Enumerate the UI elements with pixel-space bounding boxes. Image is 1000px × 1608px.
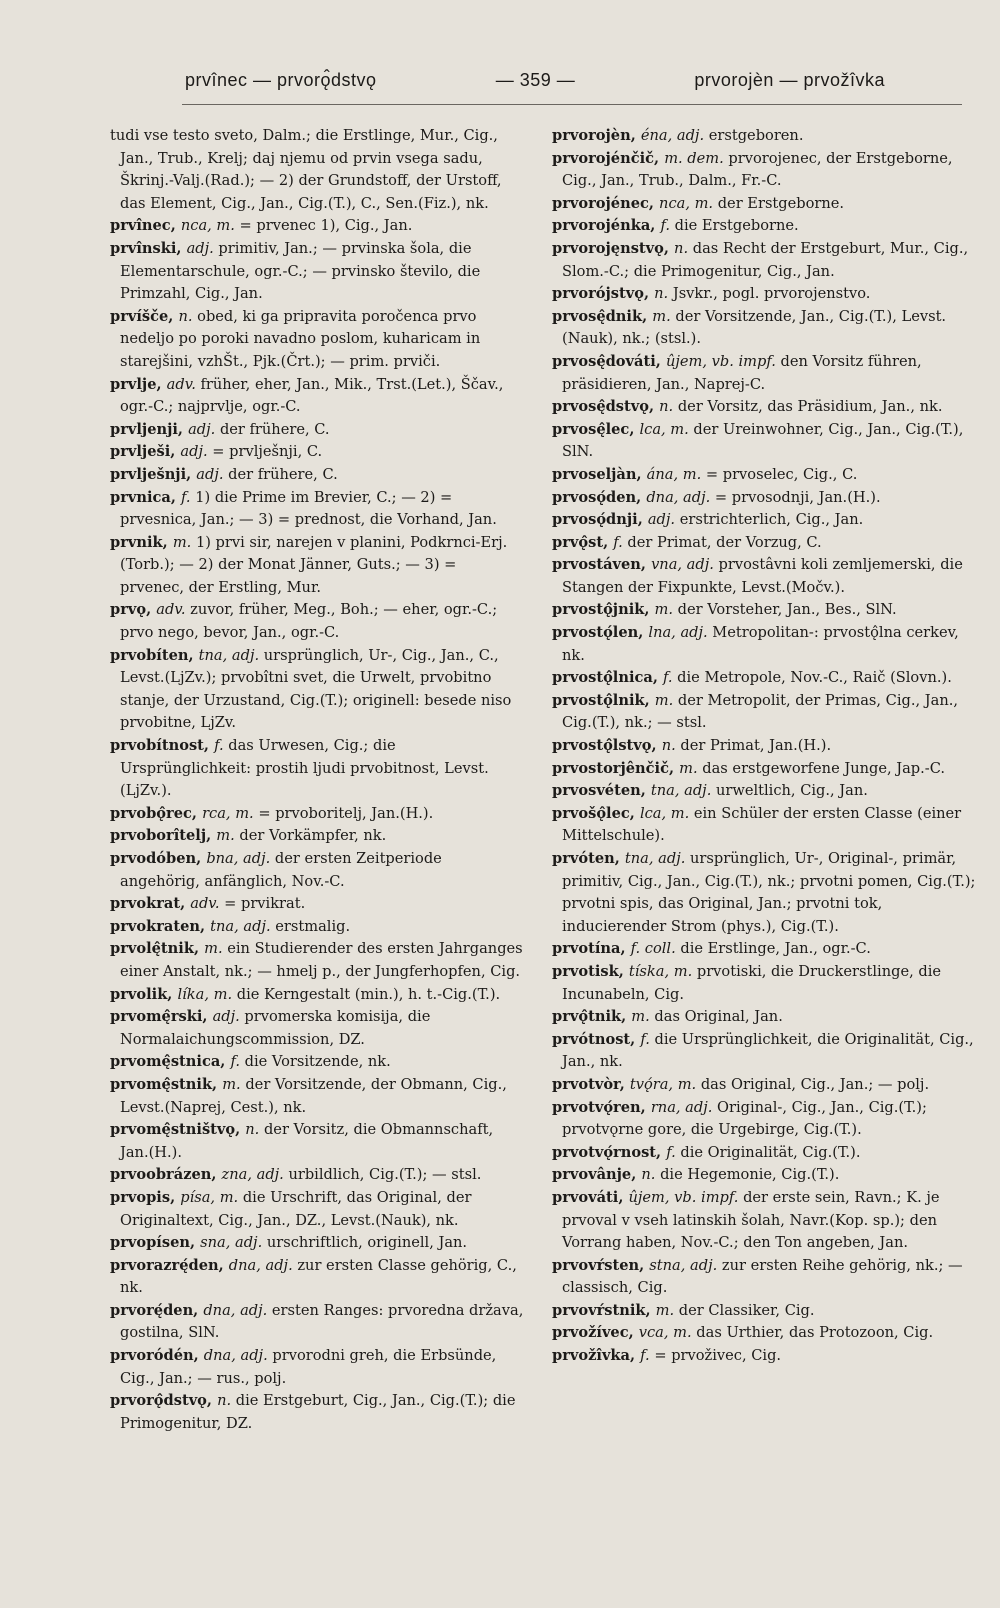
dictionary-entry — [110, 1006, 525, 1051]
entry-headword: prvnik, — [110, 533, 173, 551]
entry-headword: prvokraten, — [110, 917, 211, 935]
entry-definition: prvotiski, die Druckerstlinge, die Incunabeln, Cig. — [562, 962, 941, 1003]
entry-definition: das Recht der Erstgeburt, Mur., Cig., Slom.-C.; die Primogenitur, Cig., Jan. — [562, 239, 969, 280]
entry-grammar: líka, m. — [177, 985, 237, 1003]
entry-headword: prvostǫ̂jnik, — [552, 601, 655, 619]
entry-grammar: stna, adj. — [649, 1256, 722, 1274]
dictionary-entry — [110, 1232, 525, 1255]
entry-definition: Original-, Cig., Jan., Cig.(T.); prvotvǫrne gore, die Urgebirge, Cig.(T.). — [562, 1098, 927, 1139]
entry-headword: prvljenji, — [110, 420, 189, 438]
entry-grammar: f. — [230, 1053, 245, 1071]
dictionary-entry — [552, 735, 982, 758]
entry-grammar: rca, m. — [202, 804, 259, 822]
dictionary-entry — [110, 735, 525, 803]
dictionary-entry — [552, 1006, 982, 1029]
entry-headword: prvovŕsten, — [552, 1256, 650, 1274]
entry-grammar: f. — [666, 1143, 681, 1161]
entry-grammar: f. — [181, 488, 196, 506]
dictionary-entry — [110, 1074, 525, 1119]
entry-grammar: f. — [640, 1030, 655, 1048]
entry-headword: prvobítnost, — [110, 737, 215, 755]
entry-headword: prvosǫ́dnji, — [552, 511, 648, 529]
entry-definition: das Original, Cig., Jan.; — polj. — [700, 1075, 930, 1093]
dictionary-entry — [552, 803, 982, 848]
entry-headword: prvǫ̂tnik, — [552, 1008, 632, 1026]
entry-headword: prvobǫ̂rec, — [110, 804, 203, 822]
entry-grammar: tna, adj. — [198, 646, 264, 664]
entry-grammar: tíska, m. — [628, 962, 697, 980]
entry-grammar: n. — [654, 285, 673, 303]
dictionary-entry — [110, 599, 525, 644]
entry-headword: prvolik, — [110, 985, 178, 1003]
dictionary-entry — [552, 1029, 982, 1074]
dictionary-entry — [110, 1187, 525, 1232]
dictionary-entry — [552, 419, 982, 464]
dictionary-entry — [110, 1390, 525, 1435]
entry-headword: prvostǫ̂lnica, — [552, 669, 663, 687]
entry-definition: die Erstgeborne. — [674, 217, 799, 235]
entry-headword: prvorojęnstvǫ, — [552, 239, 675, 257]
entry-grammar: tna, adj. — [624, 850, 690, 867]
entry-grammar: m. — [204, 940, 228, 958]
entry-headword: prvovânje, — [552, 1166, 642, 1184]
entry-grammar: ûjem, vb. impf. — [665, 352, 781, 370]
entry-definition: die Erstlinge, Jan., ogr.-C. — [680, 940, 871, 958]
entry-definition: die Ursprünglichkeit, die Originalität, Cig., Jan., nk. — [562, 1030, 974, 1071]
dictionary-entry — [110, 916, 525, 939]
entry-definition: prvostâvni koli zemljemerski, die Stangen der Fixpunkte, Levst.(Močv.). — [562, 556, 963, 596]
entry-definition: die Urschrift, das Original, der Originaltext, Cig., Jan., DZ., Levst.(Nauk), nk. — [120, 1188, 472, 1229]
entry-grammar: adv. — [190, 895, 225, 913]
entry-grammar: tvǫ́ra, m. — [629, 1075, 701, 1093]
dictionary-entry — [110, 1119, 525, 1164]
entry-headword: prvotvǫ́ren, — [552, 1098, 651, 1116]
entry-grammar: tna, adj. — [210, 917, 276, 935]
entry-definition: der frühere, C. — [228, 465, 338, 483]
entry-definition: der Metropolit, der Primas, Cig., Jan., Cig.(T.), nk.; — stsl. — [562, 691, 958, 732]
entry-grammar: lna, adj. — [648, 624, 713, 642]
entry-headword: prvosę̂lec, — [552, 420, 640, 438]
entry-grammar: f. coll. — [630, 940, 681, 958]
entry-headword: prvostǫ́len, — [552, 624, 649, 642]
entry-definition: = prvikrat. — [224, 895, 306, 913]
entry-headword: prvînec, — [110, 217, 181, 235]
entry-headword: prvoródén, — [110, 1347, 204, 1365]
dictionary-entry — [110, 645, 525, 735]
entry-definition: primitiv, Jan.; — prvinska šola, die Elementarschule, ogr.-C.; — prvinsko število, die Primzahl, Cig., Jan. — [120, 239, 481, 303]
entry-grammar: m. — [631, 1008, 655, 1026]
entry-headword: prvosę̂dstvǫ, — [552, 398, 660, 416]
dictionary-entry — [110, 125, 525, 215]
entry-grammar: m. — [654, 601, 678, 619]
entry-headword: prvolę̂tnik, — [110, 940, 205, 958]
entry-headword: prvorojénec, — [552, 194, 660, 212]
dictionary-entry — [552, 464, 982, 487]
entry-grammar: tna, adj. — [650, 782, 716, 800]
entry-grammar: adj. — [196, 465, 229, 483]
dictionary-entry — [110, 893, 525, 916]
entry-headword: prvosę̂dnik, — [552, 307, 653, 325]
entry-definition: die Erstgeburt, Cig., Jan., Cig.(T.); die Primogenitur, DZ. — [120, 1392, 516, 1432]
dictionary-entry — [552, 780, 982, 803]
dictionary-entry — [552, 532, 982, 555]
entry-grammar: adj. — [647, 511, 680, 529]
entry-headword: prvostorjênčič, — [552, 759, 680, 777]
dictionary-entry — [552, 1322, 982, 1345]
entry-headword: prvǫ, — [110, 601, 157, 619]
entry-grammar: adj. — [186, 239, 219, 257]
entry-definition: ursprünglich, Ur-, Original-, primär, primitiv, Cig., Jan., Cig.(T.), nk.; prvotni pomen, Cig.(T.); prvotni spis, das Original, Jan.; prvotni tok, inducierender Strom (phys.), Cig.(T.). — [562, 850, 976, 935]
entry-headword: prvováti, — [552, 1188, 629, 1206]
dictionary-entry — [552, 351, 982, 396]
entry-grammar: n. — [178, 307, 198, 325]
entry-definition: urschriftlich, originell, Jan. — [266, 1234, 468, 1252]
entry-definition: ursprünglich, Ur-, Cig., Jan., C., Levst.(LjZv.); prvobîtni svet, die Urwelt, prvobitno stanje, der Urzustand, Cig.(T.); originell: besede niso prvobitne, LjZv. — [120, 646, 512, 732]
entry-definition: die Vorsitzende, nk. — [244, 1053, 391, 1071]
entry-headword: prvosǫ́den, — [552, 488, 647, 506]
dictionary-entry — [552, 487, 982, 510]
dictionary-entry — [552, 215, 982, 238]
right-column — [552, 125, 982, 1368]
dictionary-entry — [552, 193, 982, 216]
dictionary-entry — [552, 848, 982, 938]
entry-definition: der frühere, C. — [219, 420, 330, 438]
entry-grammar: éna, adj. — [640, 127, 709, 144]
entry-headword: prvotvǫ́rnost, — [552, 1143, 667, 1161]
entry-definition: der Primat, der Vorzug, C. — [627, 533, 822, 551]
entry-headword: prvlje, — [110, 375, 167, 393]
entry-headword: prvodóben, — [110, 850, 207, 867]
dictionary-entry — [552, 1187, 982, 1255]
entry-grammar: zna, adj. — [221, 1166, 289, 1184]
dictionary-entry — [110, 984, 525, 1007]
entry-definition: zur ersten Classe gehörig, C., nk. — [120, 1256, 517, 1297]
entry-grammar: vca, m. — [638, 1324, 697, 1342]
dictionary-entry — [552, 238, 982, 283]
dictionary-entry — [552, 148, 982, 193]
entry-definition: der Primat, Jan.(H.). — [680, 737, 832, 755]
entry-definition: prvorojenec, der Erstgeborne, Cig., Jan., Trub., Dalm., Fr.-C. — [562, 149, 953, 190]
dictionary-entry — [110, 487, 525, 532]
dictionary-entry — [552, 283, 982, 306]
entry-definition: die Metropole, Nov.-C., Raič (Slovn.). — [677, 669, 952, 687]
entry-grammar: m. — [654, 691, 678, 709]
entry-grammar: f. — [613, 533, 628, 551]
entry-definition: prvomerska komisija, die Normalaichungscommission, DZ. — [120, 1008, 431, 1048]
entry-definition: tudi vse testo sveto, Dalm.; die Erstlinge, Mur., Cig., Jan., Trub., Krelj; daj njemu od prvin vsega sadu, Škrinj.-Valj.(Rad.); — 2) der Grundstoff, der Urstoff, das Element, Cig., Jan., Cig.(T.), C., Sen.(Fiz.), nk. — [110, 127, 502, 212]
entry-definition: zuvor, früher, Meg., Boh.; — eher, ogr.-C.; prvo nego, bevor, Jan., ogr.-C. — [120, 601, 498, 642]
dictionary-entry — [110, 532, 525, 600]
entry-headword: prvǫ̂st, — [552, 533, 614, 551]
entry-grammar: m. — [216, 827, 240, 845]
entry-definition: der Erstgeborne. — [717, 194, 845, 212]
entry-grammar: adj. — [180, 443, 213, 461]
entry-definition: 1) die Prime im Brevier, C.; — 2) = prvesnica, Jan.; — 3) = prednost, die Vorhand, Jan. — [120, 488, 497, 529]
entry-definition: ersten Ranges: prvoredna država, gostilna, SlN. — [120, 1301, 524, 1342]
dictionary-entry — [110, 215, 525, 238]
entry-grammar: n. — [641, 1166, 661, 1184]
entry-grammar: bna, adj. — [206, 850, 275, 867]
dictionary-entry — [110, 803, 525, 826]
dictionary-entry — [110, 1051, 525, 1074]
entry-grammar: dna, adj. — [228, 1256, 298, 1274]
entry-definition: prvorodni greh, die Erbsünde, Cig., Jan.; — rus., polj. — [120, 1347, 497, 1387]
entry-definition: = prvoboritelj, Jan.(H.). — [258, 804, 434, 822]
entry-definition: der Classiker, Cig. — [678, 1301, 815, 1319]
entry-definition: = prvosodnji, Jan.(H.). — [714, 488, 881, 506]
entry-headword: prvóten, — [552, 850, 625, 867]
dictionary-entry — [110, 1164, 525, 1187]
entry-definition: obed, ki ga pripravita poročenca prvo nedeljo po poroki navadno poslom, kuharicam in starejšini, vzhŠt., Pjk.(Črt.); — prim. prviči. — [120, 307, 481, 370]
entry-grammar: n. — [661, 737, 681, 755]
entry-definition: das Urwesen, Cig.; die Ursprünglichkeit: prostih ljudi prvobitnost, Levst.(LjZv.). — [120, 737, 489, 800]
header-left-guide: prvînec — prvorǫ̂dstvǫ — [185, 70, 377, 90]
entry-definition: der Vorsitz, das Präsidium, Jan., nk. — [677, 398, 943, 416]
entry-headword: prvostǫ̂lnik, — [552, 691, 655, 709]
entry-headword: prvíšče, — [110, 307, 179, 325]
entry-definition: = prvoselec, Cig., C. — [705, 465, 858, 483]
entry-definition: die Hegemonie, Cig.(T.). — [660, 1166, 840, 1184]
entry-grammar: písa, m. — [180, 1188, 243, 1206]
entry-headword: prvoborîtelj, — [110, 827, 217, 845]
running-header — [185, 70, 885, 91]
entry-grammar: m. — [679, 759, 703, 777]
dictionary-entry — [552, 1164, 982, 1187]
header-right-guide: prvorojèn — prvožîvka — [694, 70, 885, 90]
entry-grammar: nca, m. — [180, 217, 240, 235]
entry-grammar: sna, adj. — [200, 1234, 267, 1252]
entry-definition: der Vorkämpfer, nk. — [239, 827, 387, 845]
entry-grammar: n. — [674, 239, 693, 257]
dictionary-entry — [110, 374, 525, 419]
entry-definition: der Vorsitz, die Obmannschaft, Jan.(H.). — [120, 1121, 494, 1161]
entry-headword: prvokrat, — [110, 895, 191, 913]
entry-definition: den Vorsitz führen, präsidieren, Jan., Naprej-C. — [562, 352, 922, 393]
entry-definition: Metropolitan-: prvostǫ̂lna cerkev, nk. — [562, 624, 959, 664]
dictionary-entry — [110, 419, 525, 442]
entry-grammar: m. dem. — [664, 149, 729, 167]
entry-definition: zur ersten Reihe gehörig, nk.; — classisch, Cig. — [562, 1256, 963, 1297]
dictionary-entry — [552, 690, 982, 735]
header-rule — [182, 104, 962, 105]
entry-headword: prvopis, — [110, 1188, 181, 1206]
entry-headword: prvožîvka, — [552, 1347, 641, 1365]
entry-definition: das erstgeworfene Junge, Jap.-C. — [702, 759, 946, 777]
entry-grammar: adv. — [166, 375, 201, 393]
entry-headword: prvorojénka, — [552, 217, 661, 235]
dictionary-entry — [552, 1074, 982, 1097]
dictionary-entry — [110, 1300, 525, 1345]
entry-headword: prvošǫ̂lec, — [552, 804, 640, 822]
entry-headword: prvomę̂stništvǫ, — [110, 1121, 246, 1139]
dictionary-entry — [552, 554, 982, 599]
entry-grammar: ána, m. — [646, 465, 706, 483]
entry-headword: prvlješnji, — [110, 465, 197, 483]
dictionary-entry — [552, 938, 982, 961]
dictionary-entry — [552, 758, 982, 781]
dictionary-entry — [552, 1255, 982, 1300]
dictionary-entry — [552, 509, 982, 532]
entry-definition: der Ureinwohner, Cig., Jan., Cig.(T.), SlN. — [562, 420, 964, 461]
entry-grammar: ûjem, vb. impf. — [628, 1188, 744, 1206]
entry-grammar: f. — [663, 669, 678, 687]
entry-definition: die Kerngestalt (min.), h. t.-Cig.(T.). — [236, 985, 501, 1003]
dictionary-entry — [110, 441, 525, 464]
entry-grammar: adv. — [156, 601, 191, 619]
entry-definition: der Vorsitzende, Jan., Cig.(T.), Levst.(Nauk), nk.; (stsl.). — [562, 307, 947, 348]
entry-definition: erstrichterlich, Cig., Jan. — [679, 511, 864, 529]
dictionary-entry — [552, 1300, 982, 1323]
entry-grammar: nca, m. — [659, 194, 718, 212]
dictionary-entry — [552, 306, 982, 351]
entry-definition: ein Schüler der ersten Classe (einer Mittelschule). — [562, 804, 962, 845]
entry-headword: prvobíten, — [110, 646, 199, 664]
entry-grammar: dna, adj. — [203, 1347, 273, 1365]
dictionary-entry — [110, 938, 525, 983]
entry-headword: prvlješi, — [110, 443, 181, 461]
dictionary-entry — [110, 238, 525, 306]
entry-headword: prvomę̂stnica, — [110, 1053, 231, 1071]
dictionary-entry — [552, 599, 982, 622]
entry-headword: prvorǫ̂dstvǫ, — [110, 1392, 218, 1410]
entry-grammar: m. — [652, 307, 676, 325]
entry-definition: der Vorsitzende, der Obmann, Cig., Levst.(Naprej, Cest.), nk. — [120, 1075, 507, 1116]
entry-headword: prvosę̂dováti, — [552, 352, 666, 370]
dictionary-entry — [552, 667, 982, 690]
entry-definition: das Urthier, das Protozoon, Cig. — [696, 1324, 934, 1342]
entry-grammar: m. — [655, 1301, 679, 1319]
entry-headword: prvótnost, — [552, 1030, 641, 1048]
entry-definition: 1) prvi sir, narejen v planini, Podkrnci-Erj.(Torb.); — 2) der Monat Jänner, Guts.; — 3) = prvenec, der Erstling, Mur. — [120, 533, 508, 596]
entry-headword: prvožívec, — [552, 1324, 639, 1342]
entry-definition: erstmalig. — [275, 917, 351, 935]
entry-headword: prvotvòr, — [552, 1075, 630, 1093]
entry-headword: prvotína, — [552, 940, 631, 958]
entry-headword: prvomę̂rski, — [110, 1008, 213, 1026]
dictionary-entry — [552, 622, 982, 667]
page-number: — 359 — — [495, 70, 576, 90]
entry-definition: der ersten Zeitperiode angehörig, anfänglich, Nov.-C. — [120, 850, 442, 890]
entry-headword: prvostáven, — [552, 556, 652, 574]
entry-headword: prvorazrę́den, — [110, 1256, 229, 1274]
entry-definition: urweltlich, Cig., Jan. — [715, 782, 868, 800]
left-column — [110, 125, 525, 1435]
entry-grammar: n. — [217, 1392, 236, 1410]
entry-headword: prvoobrázen, — [110, 1166, 222, 1184]
dictionary-entry — [110, 1345, 525, 1390]
dictionary-entry — [552, 396, 982, 419]
entry-definition: der erste sein, Ravn.; K. je prvoval v vseh latinskih šolah, Navr.(Kop. sp.); den Vorrang haben, Nov.-C.; den Ton angeben, Jan. — [562, 1188, 940, 1252]
entry-grammar: f. — [640, 1347, 655, 1365]
entry-headword: prvorę́den, — [110, 1301, 204, 1319]
entry-grammar: m. — [222, 1075, 246, 1093]
entry-definition: Jsvkr., pogl. prvorojenstvo. — [672, 285, 871, 303]
entry-definition: = prvoživec, Cig. — [654, 1347, 782, 1365]
dictionary-entry — [552, 1345, 982, 1368]
entry-headword: prvînski, — [110, 239, 187, 257]
entry-headword: prvopísen, — [110, 1234, 201, 1252]
dictionary-entry — [552, 961, 982, 1006]
dictionary-entry — [552, 125, 982, 148]
entry-grammar: f. — [660, 217, 675, 235]
entry-grammar: dna, adj. — [646, 488, 715, 506]
entry-headword: prvotisk, — [552, 962, 629, 980]
entry-grammar: vna, adj. — [651, 556, 719, 574]
entry-definition: urbildlich, Cig.(T.); — stsl. — [288, 1166, 482, 1184]
dictionary-entry — [110, 848, 525, 893]
entry-definition: das Original, Jan. — [654, 1008, 783, 1026]
entry-headword: prvovŕstnik, — [552, 1301, 656, 1319]
entry-headword: prvorojénčič, — [552, 149, 665, 167]
entry-definition: ein Studierender des ersten Jahrganges einer Anstalt, nk.; — hmelj p., der Jungferhopfen, Cig. — [120, 940, 523, 980]
entry-grammar: dna, adj. — [203, 1301, 272, 1319]
dictionary-entry — [110, 464, 525, 487]
entry-headword: prvosvéten, — [552, 782, 651, 800]
entry-grammar: m. — [172, 533, 196, 551]
dictionary-entry — [110, 825, 525, 848]
entry-headword: prvnica, — [110, 488, 182, 506]
entry-definition: erstgeboren. — [708, 127, 804, 144]
entry-grammar: n. — [659, 398, 678, 416]
entry-definition: früher, eher, Jan., Mik., Trst.(Let.), Ščav., ogr.-C.; najprvlje, ogr.-C. — [120, 375, 504, 416]
dictionary-entry — [552, 1097, 982, 1142]
dictionary-entry — [110, 1255, 525, 1300]
entry-grammar: lca, m. — [639, 804, 694, 822]
entry-definition: = prvenec 1), Cig., Jan. — [239, 217, 413, 235]
entry-grammar: rna, adj. — [650, 1098, 718, 1116]
entry-grammar: adj. — [212, 1008, 245, 1026]
entry-grammar: adj. — [188, 420, 220, 438]
entry-grammar: n. — [245, 1121, 264, 1139]
entry-definition: der Vorsteher, Jan., Bes., SlN. — [677, 601, 897, 619]
entry-grammar: lca, m. — [639, 420, 694, 438]
dictionary-entry — [552, 1142, 982, 1165]
entry-headword: prvoseljàn, — [552, 465, 647, 483]
dictionary-entry — [110, 306, 525, 374]
entry-headword: prvorójstvǫ, — [552, 285, 655, 303]
entry-definition: = prvlješnji, C. — [212, 443, 323, 461]
entry-headword: prvomę̂stnik, — [110, 1075, 223, 1093]
entry-grammar: f. — [214, 737, 229, 755]
entry-definition: die Originalität, Cig.(T.). — [680, 1143, 861, 1161]
entry-headword: prvostǫ̂lstvǫ, — [552, 737, 662, 755]
entry-headword: prvorojèn, — [552, 127, 641, 144]
